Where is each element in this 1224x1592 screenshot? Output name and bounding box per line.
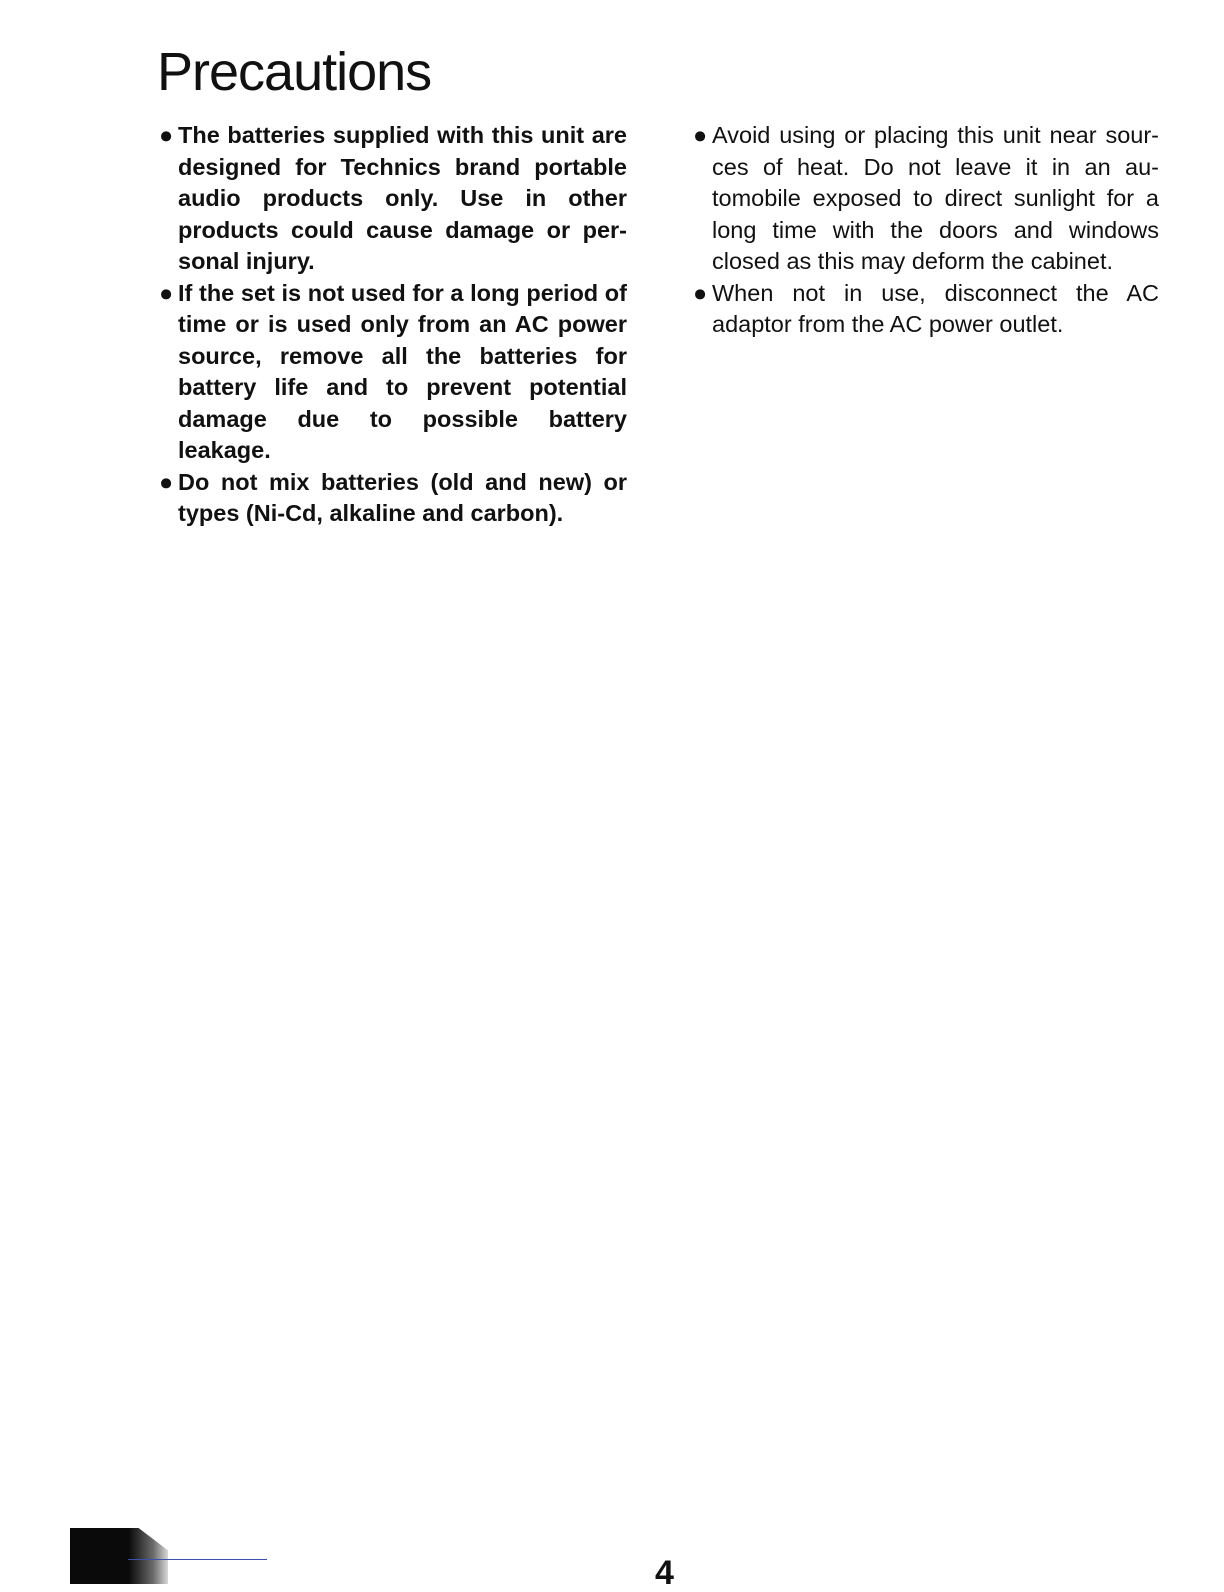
precaution-item-batteries-supplied bbox=[159, 120, 627, 278]
precautions-left-column bbox=[159, 120, 627, 530]
precaution-text: Avoid using or placing this unit near sources of heat. Do not leave it in an automobile exposed to direct sunlight for a long time with the doors and windows closed as this may deform the cabinet. bbox=[712, 122, 1159, 274]
precaution-text: When not in use, disconnect the AC adaptor from the AC power outlet. bbox=[712, 279, 1159, 337]
precaution-text: The batteries supplied with this unit are designed for Technics brand portable audio products only. Use in other products could cause damage or personal injury. bbox=[178, 122, 627, 274]
bullet-icon: ● bbox=[693, 279, 708, 306]
bullet-icon: ● bbox=[693, 122, 708, 148]
precaution-item-avoid-heat bbox=[693, 120, 1159, 278]
page-number: 4 bbox=[655, 1554, 674, 1592]
precaution-item-disconnect-adaptor bbox=[693, 278, 1159, 341]
page-title: Precautions bbox=[157, 42, 432, 102]
bullet-icon: ● bbox=[159, 279, 174, 306]
bullet-icon: ● bbox=[159, 468, 174, 495]
footer-rule bbox=[128, 1559, 267, 1560]
precaution-text: Do not mix batteries (old and new) or types (Ni-Cd, alkaline and carbon). bbox=[178, 468, 627, 526]
bullet-icon: ● bbox=[159, 122, 174, 148]
precautions-right-column bbox=[693, 120, 1159, 341]
precaution-item-remove-batteries bbox=[159, 278, 627, 467]
precaution-item-do-not-mix bbox=[159, 467, 627, 530]
precaution-text: If the set is not used for a long period of time or is used only from an AC power source, remove all the batteries for battery life and to prevent potential damage due to possible battery leakage. bbox=[178, 279, 627, 463]
scan-corner-mark bbox=[70, 1528, 168, 1584]
